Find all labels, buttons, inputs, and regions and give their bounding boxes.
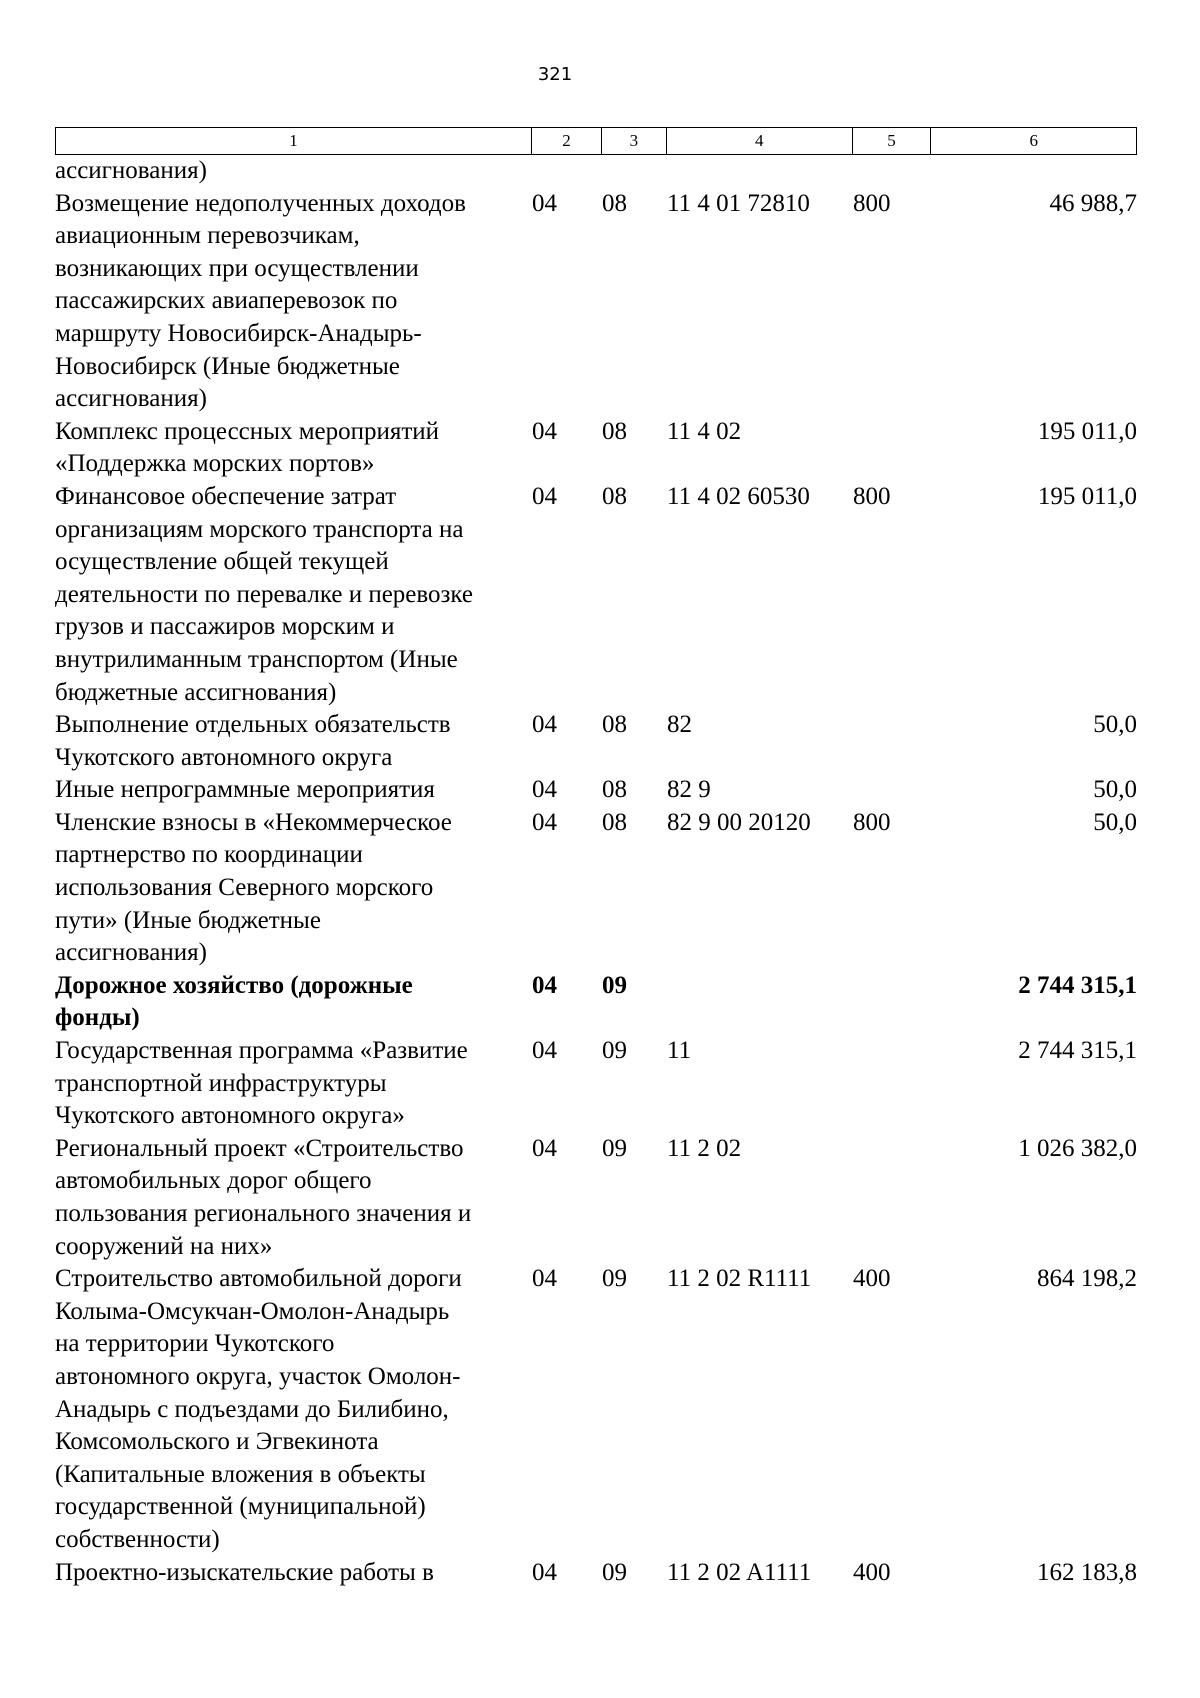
row-section: 04 [532, 1037, 557, 1065]
row-name: Финансовое обеспечение затрат организациям морского транспорта на осуществление общей текущей деятельности по перевалке и перевозке грузов и пассажиров морским и внутрилиманным транспортом (Иные бюджетные ассигнования) [55, 482, 474, 706]
row-subsection: 09 [602, 1134, 627, 1162]
table-header [55, 127, 1137, 155]
header-col-5: 5 [853, 128, 932, 154]
header-col-6: 6 [1029, 131, 1038, 150]
row-section: 04 [532, 417, 557, 445]
table-row [55, 188, 1137, 416]
row-name: ассигнования) [55, 157, 207, 184]
row-target-code: 11 4 02 [667, 417, 742, 445]
row-amount: 50,0 [1093, 711, 1137, 739]
row-amount: 2 744 315,1 [1018, 1037, 1137, 1065]
row-subsection: 09 [602, 971, 627, 999]
row-amount: 195 011,0 [1037, 482, 1137, 510]
row-expense-type: 800 [853, 189, 891, 217]
header-col-4: 4 [667, 128, 853, 154]
row-target-code: 11 [667, 1037, 692, 1065]
table-row [55, 416, 1137, 481]
row-amount: 50,0 [1093, 776, 1137, 804]
row-expense-type: 800 [853, 808, 891, 836]
row-subsection: 08 [602, 417, 627, 445]
row-amount: 1 026 382,0 [1018, 1134, 1137, 1162]
row-name: Выполнение отдельных обязательств Чукотского автономного округа [55, 711, 451, 771]
row-section: 04 [532, 1134, 557, 1162]
row-subsection: 09 [602, 1265, 627, 1293]
row-amount: 864 198,2 [1037, 1265, 1137, 1293]
table-row [55, 709, 1137, 774]
page-number: 321 [537, 64, 573, 85]
row-target-code: 11 2 02 R1111 [667, 1265, 812, 1293]
table-row [55, 774, 1137, 807]
table-row [55, 1263, 1137, 1556]
row-name: Комплекс процессных мероприятий «Поддержка морских портов» [55, 417, 440, 478]
row-subsection: 08 [602, 808, 627, 836]
header-col-3: 3 [602, 128, 667, 154]
row-name: Государственная программа «Развитие транспортной инфраструктуры Чукотского автономного округа» [55, 1037, 468, 1130]
row-amount: 50,0 [1093, 808, 1137, 836]
row-subsection: 09 [602, 1037, 627, 1065]
row-section: 04 [532, 189, 557, 217]
row-section: 04 [532, 1558, 557, 1586]
row-target-code: 11 2 02 [667, 1134, 742, 1162]
budget-table [55, 127, 1137, 1589]
row-subsection: 08 [602, 482, 627, 510]
row-amount: 195 011,0 [1037, 417, 1137, 445]
row-subsection: 08 [602, 776, 627, 804]
table-row [55, 1035, 1137, 1133]
row-amount: 162 183,8 [1037, 1558, 1137, 1586]
table-body [55, 155, 1137, 1589]
header-col-2: 2 [532, 128, 602, 154]
row-subsection: 09 [602, 1558, 627, 1586]
row-section: 04 [532, 776, 557, 804]
row-target-code: 11 4 02 60530 [667, 482, 810, 510]
row-subsection: 08 [602, 711, 627, 739]
row-name: Иные непрограммные мероприятия [55, 776, 435, 804]
row-name: Региональный проект «Строительство автомобильных дорог общего пользования регионального значения и сооружений на них» [55, 1134, 472, 1260]
row-target-code: 11 2 02 A1111 [667, 1558, 812, 1586]
row-expense-type: 400 [853, 1265, 891, 1293]
row-name: Возмещение недополученных доходов авиационным перевозчикам, возникающих при осуществлении пассажирских авиаперевозок по маршруту Новосибирск-Анадырь- Новосибирск (Иные бюджетные ассигнования) [55, 189, 466, 413]
table-row [55, 1557, 1137, 1590]
row-target-code: 82 [667, 711, 692, 739]
row-amount: 2 744 315,1 [1018, 971, 1137, 999]
table-row [55, 481, 1137, 709]
row-section: 04 [532, 482, 557, 510]
row-section: 04 [532, 971, 557, 999]
row-expense-type: 800 [853, 482, 891, 510]
table-row [55, 1133, 1137, 1263]
row-amount: 46 988,7 [1049, 189, 1137, 217]
row-target-code: 82 9 [667, 776, 711, 804]
header-col-1: 1 [56, 128, 532, 154]
table-row [55, 155, 1137, 188]
row-name: Проектно-изыскательские работы в [55, 1558, 434, 1586]
row-target-code: 82 9 00 20120 [667, 808, 811, 836]
table-row [55, 970, 1137, 1035]
row-name: Строительство автомобильной дороги Колыма-Омсукчан-Омолон-Анадырь на территории Чукотского автономного округа, участок Омолон- Анадырь с подъездами до Билибино, Комсомольского и Эгвекинота (Капитальные вложения в объекты государственной (муниципальной) собственности) [55, 1265, 462, 1553]
row-subsection: 08 [602, 189, 627, 217]
row-section: 04 [532, 808, 557, 836]
row-target-code: 11 4 01 72810 [667, 189, 810, 217]
table-row [55, 807, 1137, 970]
row-expense-type: 400 [853, 1558, 891, 1586]
row-section: 04 [532, 711, 557, 739]
row-name: Членские взносы в «Некоммерческое партнерство по координации использования Северного морского пути» (Иные бюджетные ассигнования) [55, 808, 452, 967]
row-section: 04 [532, 1265, 557, 1293]
row-name: Дорожное хозяйство (дорожные фонды) [55, 971, 413, 1032]
